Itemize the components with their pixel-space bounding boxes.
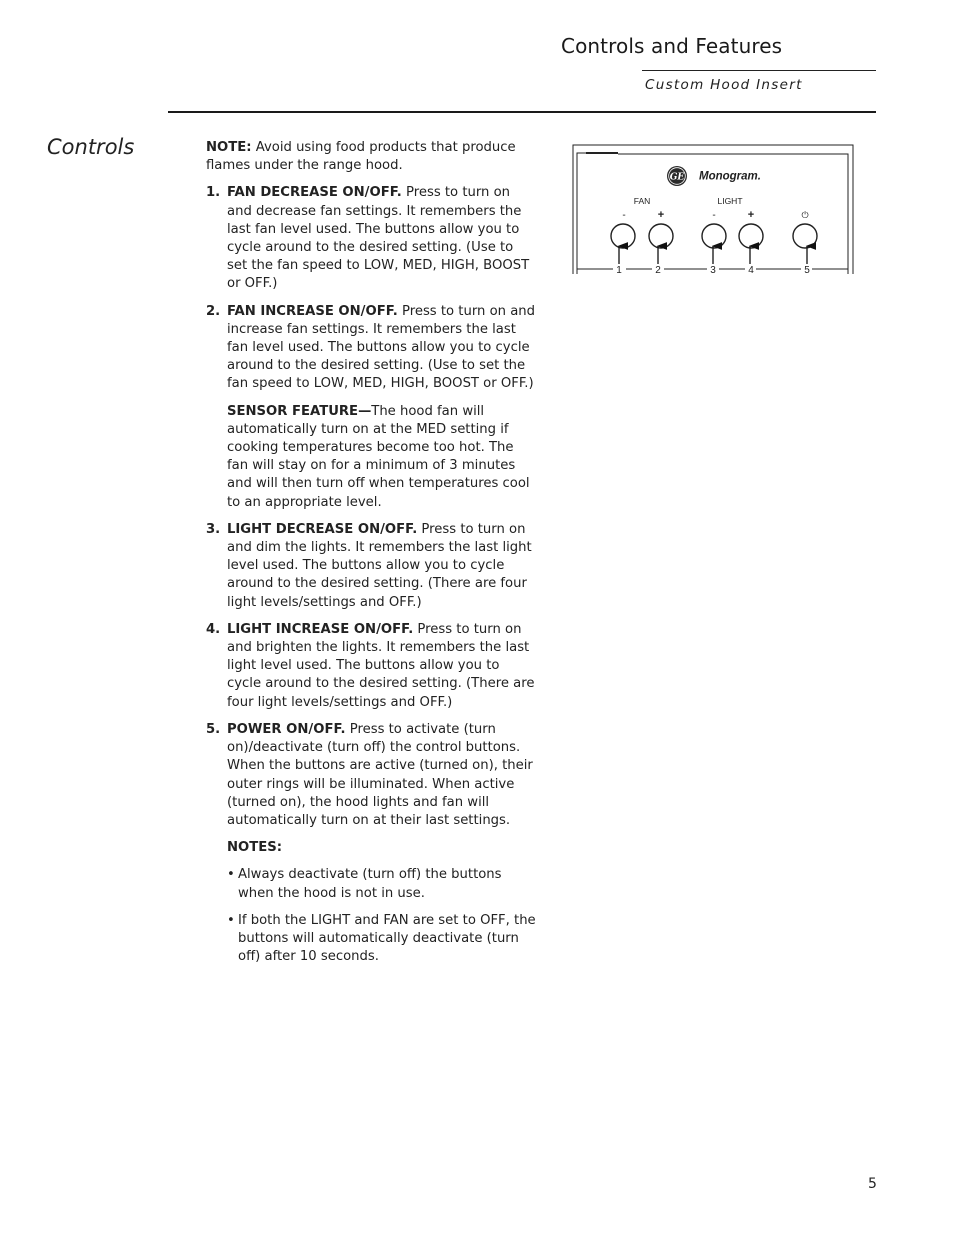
- bullet-dot: •: [227, 867, 235, 883]
- list-item-fan-increase: [206, 303, 536, 394]
- bullet-dot: •: [227, 912, 235, 928]
- callout-number-2: 2: [655, 265, 661, 276]
- light-decrease-button[interactable]: [702, 224, 726, 248]
- fan-plus-symbol: +: [657, 209, 665, 221]
- item-text: Press to turn on and dim the lights. It remembers the last light level used. The buttons allow you to cycle around to the desired setting. (There are four light levels/settings and OFF.): [227, 521, 532, 610]
- item-number: 1.: [206, 185, 221, 201]
- note-paragraph: [206, 139, 536, 175]
- notes-label: NOTES:: [227, 840, 283, 856]
- light-plus-symbol: +: [747, 209, 755, 221]
- fan-group-label: FAN: [633, 196, 651, 206]
- list-item-power: [206, 721, 536, 830]
- callout-number-5: 5: [804, 265, 810, 276]
- callout-arrows: [619, 246, 807, 264]
- page-header-subtitle: Custom Hood Insert: [645, 77, 803, 93]
- item-number: 5.: [206, 721, 221, 737]
- sensor-feature-label: SENSOR FEATURE—: [227, 403, 372, 419]
- fan-decrease-button[interactable]: [611, 224, 635, 248]
- item-number: 3.: [206, 521, 221, 537]
- light-minus-symbol: -: [712, 210, 716, 221]
- control-panel-svg: [572, 144, 854, 276]
- item-text: Press to turn on and increase fan settings. It remembers the last fan level used. The buttons allow you to cycle around to the desired setting. (Use to set the fan speed to LOW, MED, HIGH, BOOST or OFF.): [227, 303, 536, 392]
- item-text: Press to activate (turn on)/deactivate (turn off) the control buttons. When the buttons are active (turned on), their outer rings will be illuminated. When active (turned on), the hood lights and fan will automatically turn on at their last settings.: [227, 721, 533, 828]
- list-item-fan-decrease: [206, 184, 536, 293]
- fan-increase-button[interactable]: [649, 224, 673, 248]
- page-number: 5: [868, 1176, 877, 1192]
- sensor-feature-text: The hood fan will automatically turn on at the MED setting if cooking temperatures become too hot. The fan will stay on for a minimum of 3 minutes and will then turn off when temperatures cool to an appropriate level.: [227, 403, 530, 510]
- item-number: 4.: [206, 621, 221, 637]
- brand-name: Monogram.: [699, 170, 761, 183]
- header-rule-short: [642, 70, 876, 71]
- light-increase-button[interactable]: [739, 224, 763, 248]
- note-label: NOTE:: [206, 140, 252, 155]
- ge-logo-text: GE: [669, 172, 685, 183]
- sensor-feature-paragraph: [206, 403, 536, 512]
- item-label: POWER ON/OFF.: [227, 721, 346, 737]
- notes-label-paragraph: [206, 839, 536, 857]
- item-label: LIGHT DECREASE ON/OFF.: [227, 521, 418, 537]
- power-icon: ⏻: [801, 211, 809, 221]
- bullet-text: Always deactivate (turn off) the buttons when the hood is not in use.: [238, 867, 502, 901]
- list-item-light-decrease: [206, 521, 536, 612]
- item-number: 2.: [206, 303, 221, 319]
- header-rule-long: [168, 111, 876, 113]
- ge-logo-icon: [667, 166, 687, 186]
- callout-number-1: 1: [616, 265, 622, 276]
- note-text: Avoid using food products that produce flames under the range hood.: [206, 140, 516, 174]
- control-panel-diagram: [572, 144, 854, 276]
- bullet-text: If both the LIGHT and FAN are set to OFF, the buttons will automatically deactivate (turn off) after 10 seconds.: [238, 912, 536, 965]
- notes-bullet: [206, 912, 536, 967]
- item-label: LIGHT INCREASE ON/OFF.: [227, 621, 414, 637]
- fan-minus-symbol: -: [622, 210, 626, 221]
- item-label: FAN DECREASE ON/OFF.: [227, 185, 402, 201]
- page-header-title: Controls and Features: [561, 34, 783, 58]
- controls-text-column: [206, 139, 536, 975]
- notes-bullet: [206, 866, 536, 902]
- light-group-label: LIGHT: [717, 196, 743, 206]
- list-item-light-increase: [206, 621, 536, 712]
- callout-number-4: 4: [748, 265, 754, 276]
- section-title: Controls: [47, 135, 135, 159]
- power-button[interactable]: [793, 224, 817, 248]
- item-text: Press to turn on and decrease fan settings. It remembers the last fan level used. The buttons allow you to cycle around to the desired setting. (Use to set the fan speed to LOW, MED, HIGH, BOOST or OFF.): [227, 185, 530, 292]
- callout-number-3: 3: [710, 265, 716, 276]
- item-text: Press to turn on and brighten the lights. It remembers the last light level used. The buttons allow you to cycle around to the desired setting. (There are four light levels/settings and OFF.): [227, 621, 535, 710]
- item-label: FAN INCREASE ON/OFF.: [227, 303, 398, 319]
